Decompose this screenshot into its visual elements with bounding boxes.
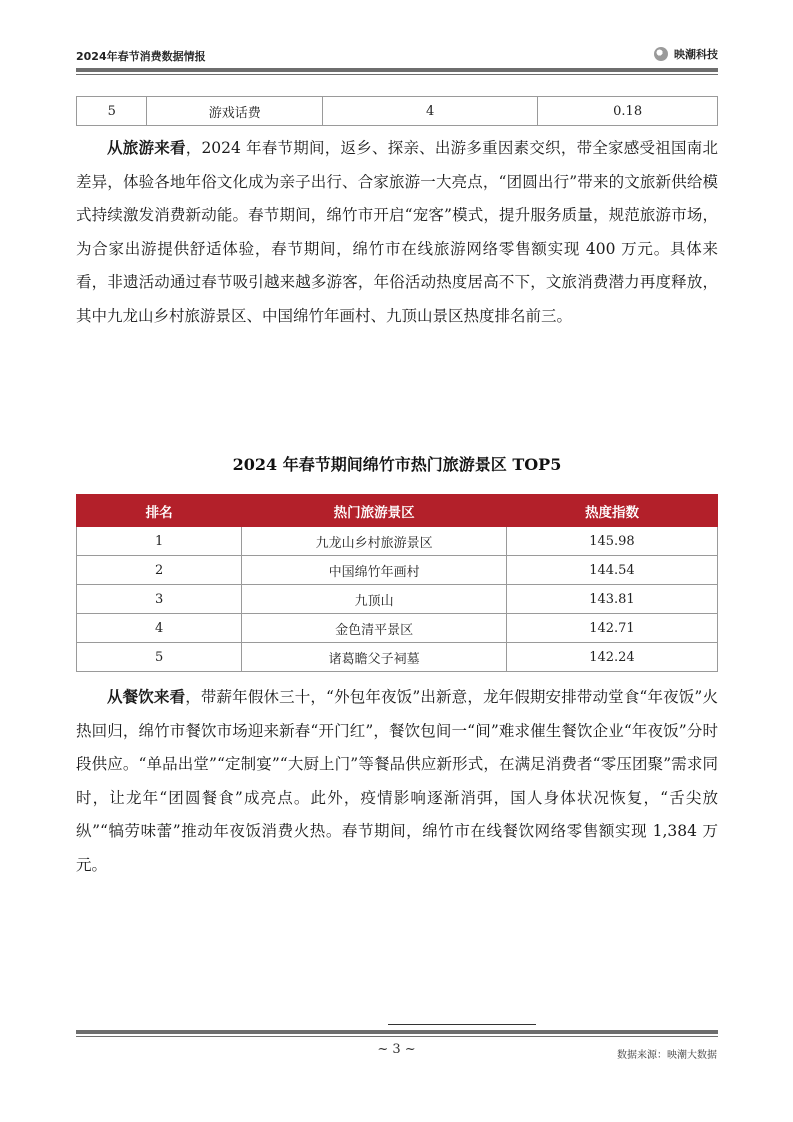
table-row (77, 614, 718, 643)
table-cell: 游戏话费 (147, 97, 323, 126)
table-cell: 4 (323, 97, 538, 126)
table-row (77, 527, 718, 556)
table-row (77, 556, 718, 585)
brand-logo-icon (654, 47, 668, 61)
brand (654, 46, 718, 62)
scenic-spot-cell: 金色清平景区 (242, 614, 507, 643)
footer-divider-thin (76, 1036, 718, 1037)
header-divider-thin (76, 74, 718, 75)
tourism-body: ，2024 年春节期间，返乡、探亲、出游多重因素交织，带全家感受祖国南北差异，体验各地年俗文化成为亲子出行、合家旅游一大亮点，“团圆出行”带来的文旅新供给模式持续激发消费新动能。春节期间，绵竹市开启“宠客”模式，提升服务质量，规范旅游市场，为合家出游提供舒适体验，春节期间，绵竹市在线旅游网络零售额实现 400 万元。具体来看，非遗活动通过春节吸引越来越多游客，年俗活动热度居高不下，文旅消费潜力再度释放，其中九龙山乡村旅游景区、中国绵竹年画村、九顶山景区热度排名前三。 (76, 139, 718, 325)
table-row (77, 97, 718, 126)
rank-cell: 2 (77, 556, 242, 585)
rank-cell: 4 (77, 614, 242, 643)
scenic-spot-cell: 九龙山乡村旅游景区 (242, 527, 507, 556)
column-header-scenic-spot: 热门旅游景区 (242, 495, 507, 527)
tourism-lead: 从旅游来看 (107, 138, 186, 157)
rank-cell: 5 (77, 643, 242, 672)
dining-paragraph (76, 680, 718, 883)
column-header-rank: 排名 (77, 495, 242, 527)
heat-index-cell: 142.24 (506, 643, 717, 672)
scenic-spot-cell: 九顶山 (242, 585, 507, 614)
scenic-spot-cell: 诸葛瞻父子祠墓 (242, 643, 507, 672)
ranking-table-title: 2024 年春节期间绵竹市热门旅游景区 TOP5 (232, 455, 562, 474)
page-number: ~ 3 ~ (377, 1042, 416, 1057)
footer-divider (76, 1030, 718, 1034)
table-cell: 5 (77, 97, 147, 126)
continued-table (76, 96, 718, 126)
table-row (77, 643, 718, 672)
heat-index-cell: 144.54 (506, 556, 717, 585)
ranking-table (76, 494, 718, 672)
tourism-paragraph (76, 131, 718, 334)
page-header (76, 44, 718, 66)
heat-index-cell: 142.71 (506, 614, 717, 643)
table-cell: 0.18 (538, 97, 718, 126)
header-divider (76, 68, 718, 72)
table-header-row (77, 495, 718, 527)
rank-cell: 3 (77, 585, 242, 614)
dining-body: ，带薪年假休三十，“外包年夜饭”出新意，龙年假期安排带动堂食“年夜饭”火热回归，绵竹市餐饮市场迎来新春“开门红”，餐饮包间一“间”难求催生餐饮企业“年夜饭”分时段供应。“单品出堂”“定制宴”“大厨上门”等餐品供应新形式，在满足消费者“零压团聚”需求同时，让龙年“团圆餐食”成亮点。此外，疫情影响逐渐消弭，国人身体状况恢复，“舌尖放纵”“犒劳味蕾”推动年夜饭消费火热。春节期间，绵竹市在线餐饮网络零售额实现 1,384 万元。 (76, 688, 718, 874)
table-row (77, 585, 718, 614)
rank-cell: 1 (77, 527, 242, 556)
document-title: 2024年春节消费数据情报 (76, 50, 206, 63)
brand-name: 映潮科技 (674, 48, 718, 61)
heat-index-cell: 143.81 (506, 585, 717, 614)
scenic-spot-cell: 中国绵竹年画村 (242, 556, 507, 585)
heat-index-cell: 145.98 (506, 527, 717, 556)
dining-lead: 从餐饮来看 (107, 687, 186, 706)
data-source-note: 数据来源：映潮大数据 (617, 1050, 717, 1061)
column-header-heat-index: 热度指数 (506, 495, 717, 527)
footer-accent-line (388, 1024, 536, 1025)
